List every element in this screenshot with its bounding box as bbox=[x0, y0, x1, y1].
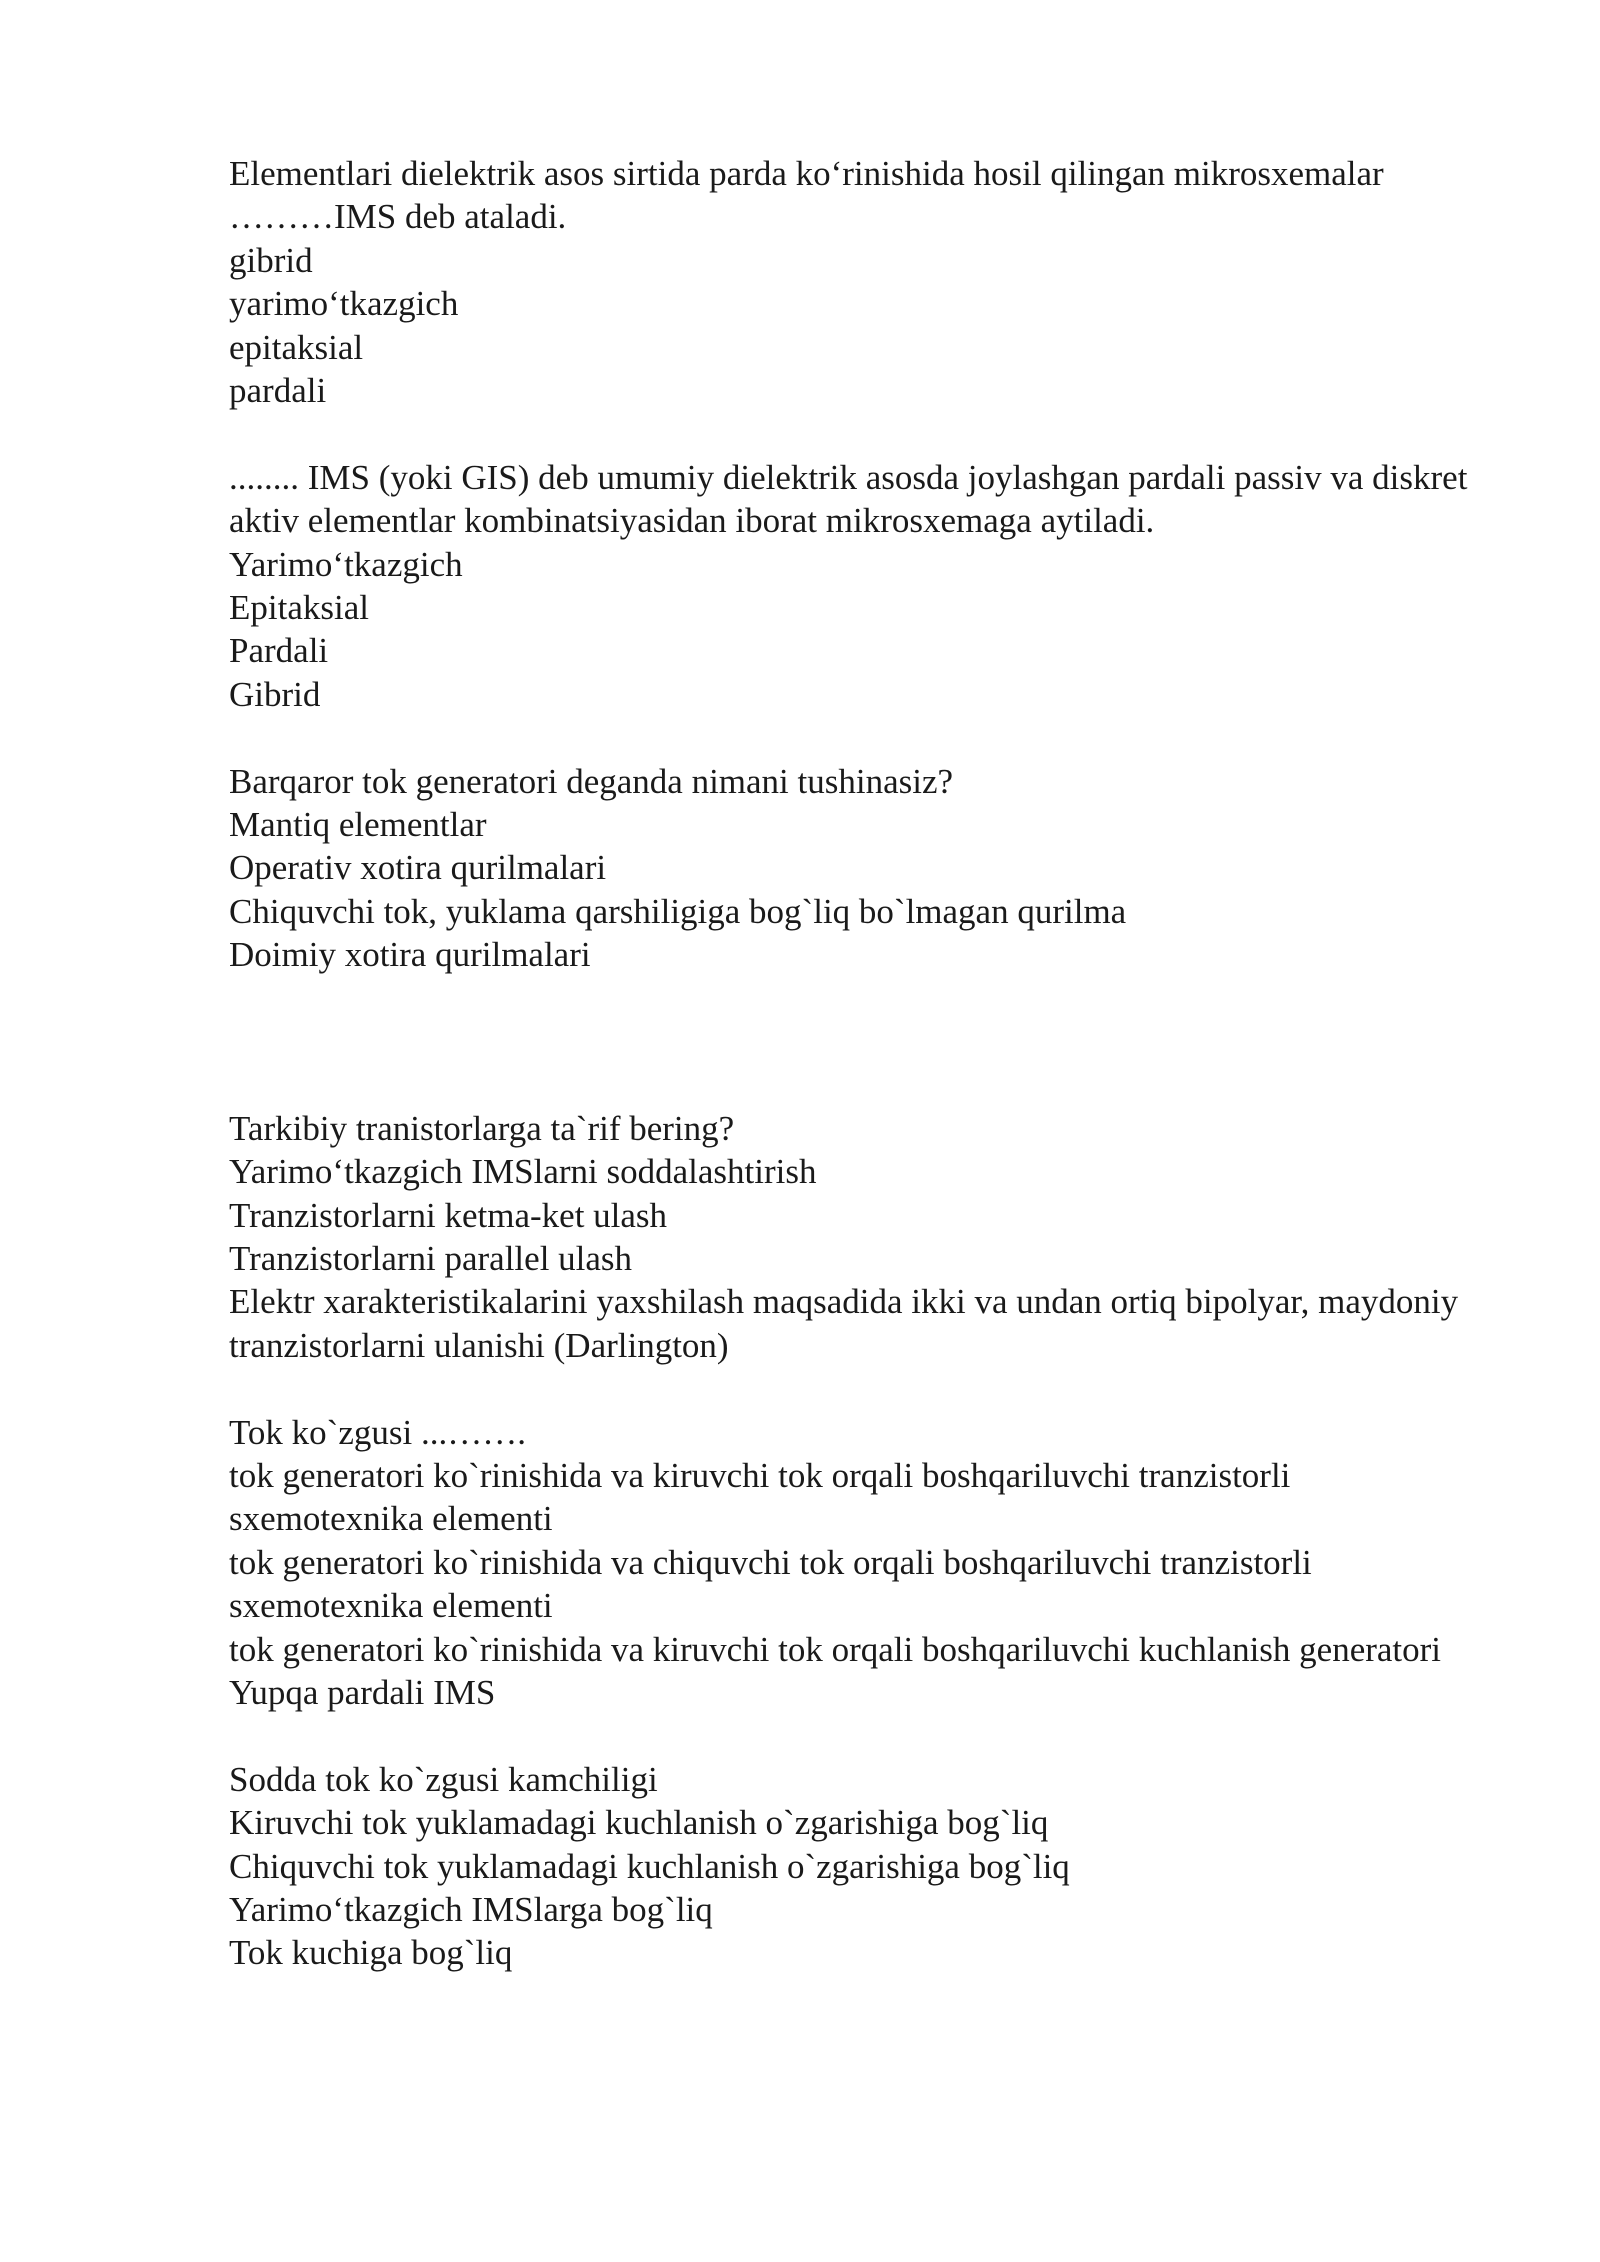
answer-option: gibrid bbox=[229, 240, 313, 280]
answer-option: Tok kuchiga bog`liq bbox=[229, 1933, 513, 1973]
answer-option: Chiquvchi tok, yuklama qarshiligiga bog`liq bo`lmagan qurilma bbox=[229, 891, 1127, 931]
question-text: Sodda tok ko`zgusi kamchiligi bbox=[229, 1759, 658, 1799]
answer-option: Yarimo‘tkazgich bbox=[229, 544, 463, 584]
answer-option: Doimiy xotira qurilmalari bbox=[229, 935, 591, 975]
question-block-6 bbox=[229, 1758, 1489, 1975]
question-text: Tok ko`zgusi ...……. bbox=[229, 1412, 526, 1452]
answer-option: Epitaksial bbox=[229, 588, 369, 628]
question-text: Tarkibiy tranistorlarga ta`rif bering? bbox=[229, 1108, 735, 1148]
question-text: ........ IMS (yoki GIS) deb umumiy dielektrik asosda joylashgan pardali passiv va diskret aktiv elementlar kombinatsiyasidan iborat mikrosxemaga aytiladi. bbox=[229, 457, 1468, 541]
answer-option: Yarimo‘tkazgich IMSlarga bog`liq bbox=[229, 1889, 713, 1929]
answer-option: Chiquvchi tok yuklamadagi kuchlanish o`zgarishiga bog`liq bbox=[229, 1846, 1070, 1886]
question-block-4 bbox=[229, 1107, 1489, 1367]
answer-option: Mantiq elementlar bbox=[229, 805, 487, 845]
question-text: Barqaror tok generatori deganda nimani tushinasiz? bbox=[229, 761, 954, 801]
answer-option: Tranzistorlarni parallel ulash bbox=[229, 1238, 633, 1278]
question-block-2 bbox=[229, 456, 1489, 716]
answer-option: tok generatori ko`rinishida va kiruvchi tok orqali boshqariluvchi kuchlanish generatori bbox=[229, 1629, 1442, 1669]
answer-option: yarimo‘tkazgich bbox=[229, 284, 459, 324]
answer-option: Operativ xotira qurilmalari bbox=[229, 848, 607, 888]
answer-option: epitaksial bbox=[229, 327, 364, 367]
answer-option: Kiruvchi tok yuklamadagi kuchlanish o`zgarishiga bog`liq bbox=[229, 1803, 1049, 1843]
answer-option: Elektr xarakteristikalarini yaxshilash maqsadida ikki va undan ortiq bipolyar, maydoniy tranzistorlarni ulanishi (Darlington) bbox=[229, 1282, 1459, 1365]
question-text: Elementlari dielektrik asos sirtida parda ko‘rinishida hosil qilingan mikrosxemalar ………IMS deb ataladi. bbox=[229, 154, 1384, 237]
answer-option: pardali bbox=[229, 371, 327, 411]
answer-option: Pardali bbox=[229, 631, 329, 671]
answer-option: tok generatori ko`rinishida va chiquvchi tok orqali boshqariluvchi tranzistorli sxemotexnika elementi bbox=[229, 1542, 1312, 1626]
answer-option: Tranzistorlarni ketma-ket ulash bbox=[229, 1195, 668, 1235]
question-block-1 bbox=[229, 152, 1489, 412]
document-body bbox=[229, 152, 1489, 2018]
answer-option: Yarimo‘tkazgich IMSlarni soddalashtirish bbox=[229, 1152, 817, 1192]
answer-option: Yupqa pardali IMS bbox=[229, 1672, 496, 1712]
question-block-3 bbox=[229, 760, 1489, 977]
answer-option: Gibrid bbox=[229, 674, 321, 714]
question-block-5 bbox=[229, 1411, 1489, 1715]
answer-option: tok generatori ko`rinishida va kiruvchi tok orqali boshqariluvchi tranzistorli sxemotexnika elementi bbox=[229, 1455, 1291, 1539]
